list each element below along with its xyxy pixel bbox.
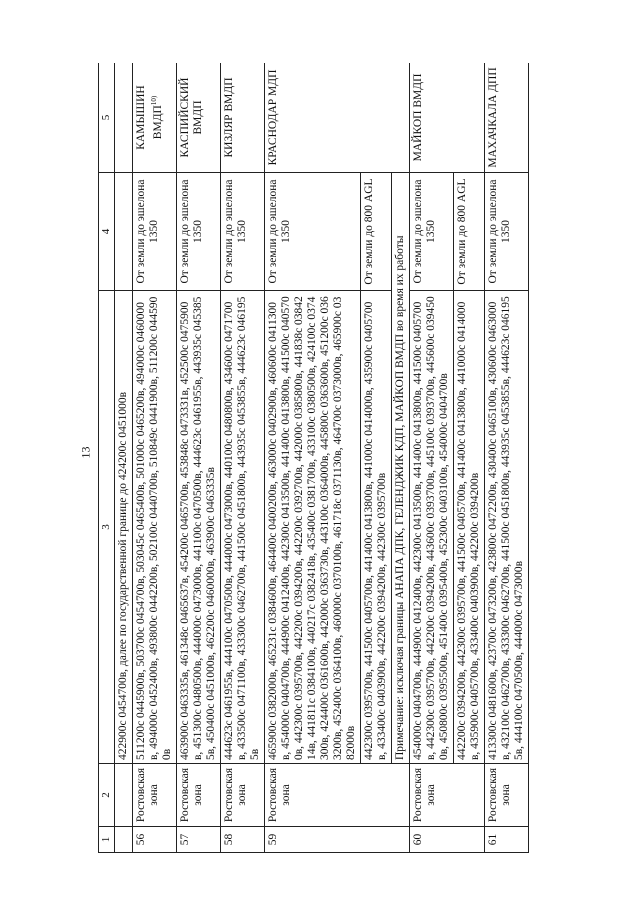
- sub-vertical-limits: От земли до 800 AGL: [361, 173, 392, 291]
- atc-unit: МАХАЧКАЛА ДПП: [485, 63, 529, 173]
- boundary-coords: 465900с 0382000в, 465231с 0384600в, 464400с 0400200в, 463000с 0402900в, 460600с 0411300в, 454000с 0404700в, 444900с 0412400в, 442300с 0413500в, 441400с 0413800в, 441500с 0405700в, 442300с 0395700в, 442200с 0394200в, 442200с 0392700в, 442000с 0385800в, 441838с 0384214в, 441811с 0384100в, 440217с 0382418в, 435400с 0381700в, 433100с 0380500в, 424100с 0374300в, 424400с 0361600в, 442000с 0363730в, 443100с 0364000в, 445800с 0363600в, 451200с 0363200в, 452400с 0364100в, 460000с 0370100в, 461718с 0371130в, 464700с 0373000в, 465900с 0382000в: [265, 291, 361, 764]
- boundary-coords: 454000с 0404700в, 444900с 0412400в, 442300с 0413500в, 441400с 0413800в, 441500с 0405700в, 442300с 0395700в, 442200с 0394200в, 443600с 0393700в, 445100с 0393700в, 445600с 0394500в, 450800с 0395500в, 451400с 0395400в, 452300с 0403100в, 454000с 0404700в: [410, 291, 454, 764]
- table-row: [485, 63, 529, 853]
- column-header: 5: [99, 63, 115, 173]
- table-row: [265, 63, 361, 853]
- table-row: [177, 63, 221, 853]
- table-row: [133, 63, 177, 853]
- row-number: 56: [133, 827, 177, 853]
- page-number: 13: [78, 446, 93, 459]
- vertical-limits: От земли до эшелона 1350: [410, 173, 454, 291]
- vertical-limits: От земли до эшелона 1350: [221, 173, 265, 291]
- boundary-coords: 444623с 0461955в, 444100с 0470500в, 444000с 0473000в, 440100с 0480800в, 434600с 0471700в, 433500с 0471100в, 433300с 0462700в, 441500с 0451800в, 443935с 0453855в, 444623с 0461955в: [221, 291, 265, 764]
- atc-unit: КАСПИЙСКИЙ ВМДП: [177, 63, 221, 173]
- boundary-coords: 463900с 0463335в, 461348с 0465637в, 454200с 0465700в, 453848с 0473331в, 452500с 0475900в, 451300с 0480500в, 444000с 0473000в, 441100с 0470500в, 444623с 0461955в, 443935с 0453855в, 450400с 0451000в, 462200с 0460000в, 463900с 0463335в: [177, 291, 221, 764]
- sub-boundary-coords: 442300с 0395700в, 441500с 0405700в, 441400с 0413800в, 441000с 0414000в, 435900с 0405700в, 433400с 0403900в, 442200с 0394200в, 442300с 0395700в: [361, 291, 392, 764]
- continuation-row: [115, 63, 133, 853]
- row-number: 61: [485, 827, 529, 853]
- zone-name: Ростовская зона: [410, 764, 485, 827]
- column-header: 3: [99, 291, 115, 764]
- column-number-row: [99, 63, 115, 853]
- column-header: 4: [99, 173, 115, 291]
- table-note: Примечание: исключая границы АНАПА ДПК, ГЕЛЕНДЖИК КДП, МАЙКОП ВМДП во время их работы: [392, 173, 410, 764]
- atc-unit: КАМЫШИН ВМДП$^{10)}$: [133, 63, 177, 173]
- table-row: [221, 63, 265, 853]
- zone-name: Ростовская зона: [485, 764, 529, 827]
- rotated-table-frame: [98, 63, 568, 853]
- footnote-marker: 10): [150, 95, 158, 106]
- sub-boundary-coords: 442200с 0394200в, 442300с 0395700в, 441500с 0405700в, 441400с 0413800в, 441000с 0414000в, 435900с 0405700в, 433400с 0403900в, 442200с 0394200в: [454, 291, 485, 764]
- vertical-limits: От земли до эшелона 1350: [485, 173, 529, 291]
- table-subrow: [454, 63, 485, 853]
- airspace-table: [98, 63, 529, 853]
- zone-name: Ростовская зона: [221, 764, 265, 827]
- column-header: 1: [99, 827, 115, 853]
- atc-unit: КРАСНОДАР МДП: [265, 63, 410, 173]
- vertical-limits: От земли до эшелона 1350: [265, 173, 361, 291]
- zone-name: Ростовская зона: [133, 764, 177, 827]
- zone-name: Ростовская зона: [265, 764, 410, 827]
- column-header: 2: [99, 764, 115, 827]
- rotated-page-area: [98, 63, 568, 853]
- row-number: 58: [221, 827, 265, 853]
- row-number: 57: [177, 827, 221, 853]
- row-number: 59: [265, 827, 410, 853]
- row-number: 60: [410, 827, 485, 853]
- continuation-coords: 422900с 0454700в, далее по государственной границе до 424200с 0451000в: [115, 291, 133, 764]
- atc-unit: МАЙКОП ВМДП: [410, 63, 485, 173]
- table-subrow: [361, 63, 392, 853]
- atc-unit: КИЗЛЯР ВМДП: [221, 63, 265, 173]
- boundary-coords: 511200с 0445900в, 503700с 0454700в, 503045с 0465400в, 501000с 0465200в, 494000с 0460000в, 494000с 0452400в, 493800с 0442200в, 502100с 0440700в, 510849с 0441900в, 511200с 0445900в: [133, 291, 177, 764]
- table-row: [410, 63, 454, 853]
- table-note-row: [392, 63, 410, 853]
- sub-vertical-limits: От земли до 800 AGL: [454, 173, 485, 291]
- vertical-limits: От земли до эшелона 1350: [177, 173, 221, 291]
- zone-name: Ростовская зона: [177, 764, 221, 827]
- boundary-coords: 413300с 0481600в, 423700с 0473200в, 423800с 0472200в, 430400с 0465100в, 430600с 0463000в, 432100с 0462700в, 433300с 0462700в, 441500с 0451800в, 443935с 0453855в, 444623с 0461955в, 444100с 0470500в, 444000с 0473000в: [485, 291, 529, 764]
- vertical-limits: От земли до эшелона 1350: [133, 173, 177, 291]
